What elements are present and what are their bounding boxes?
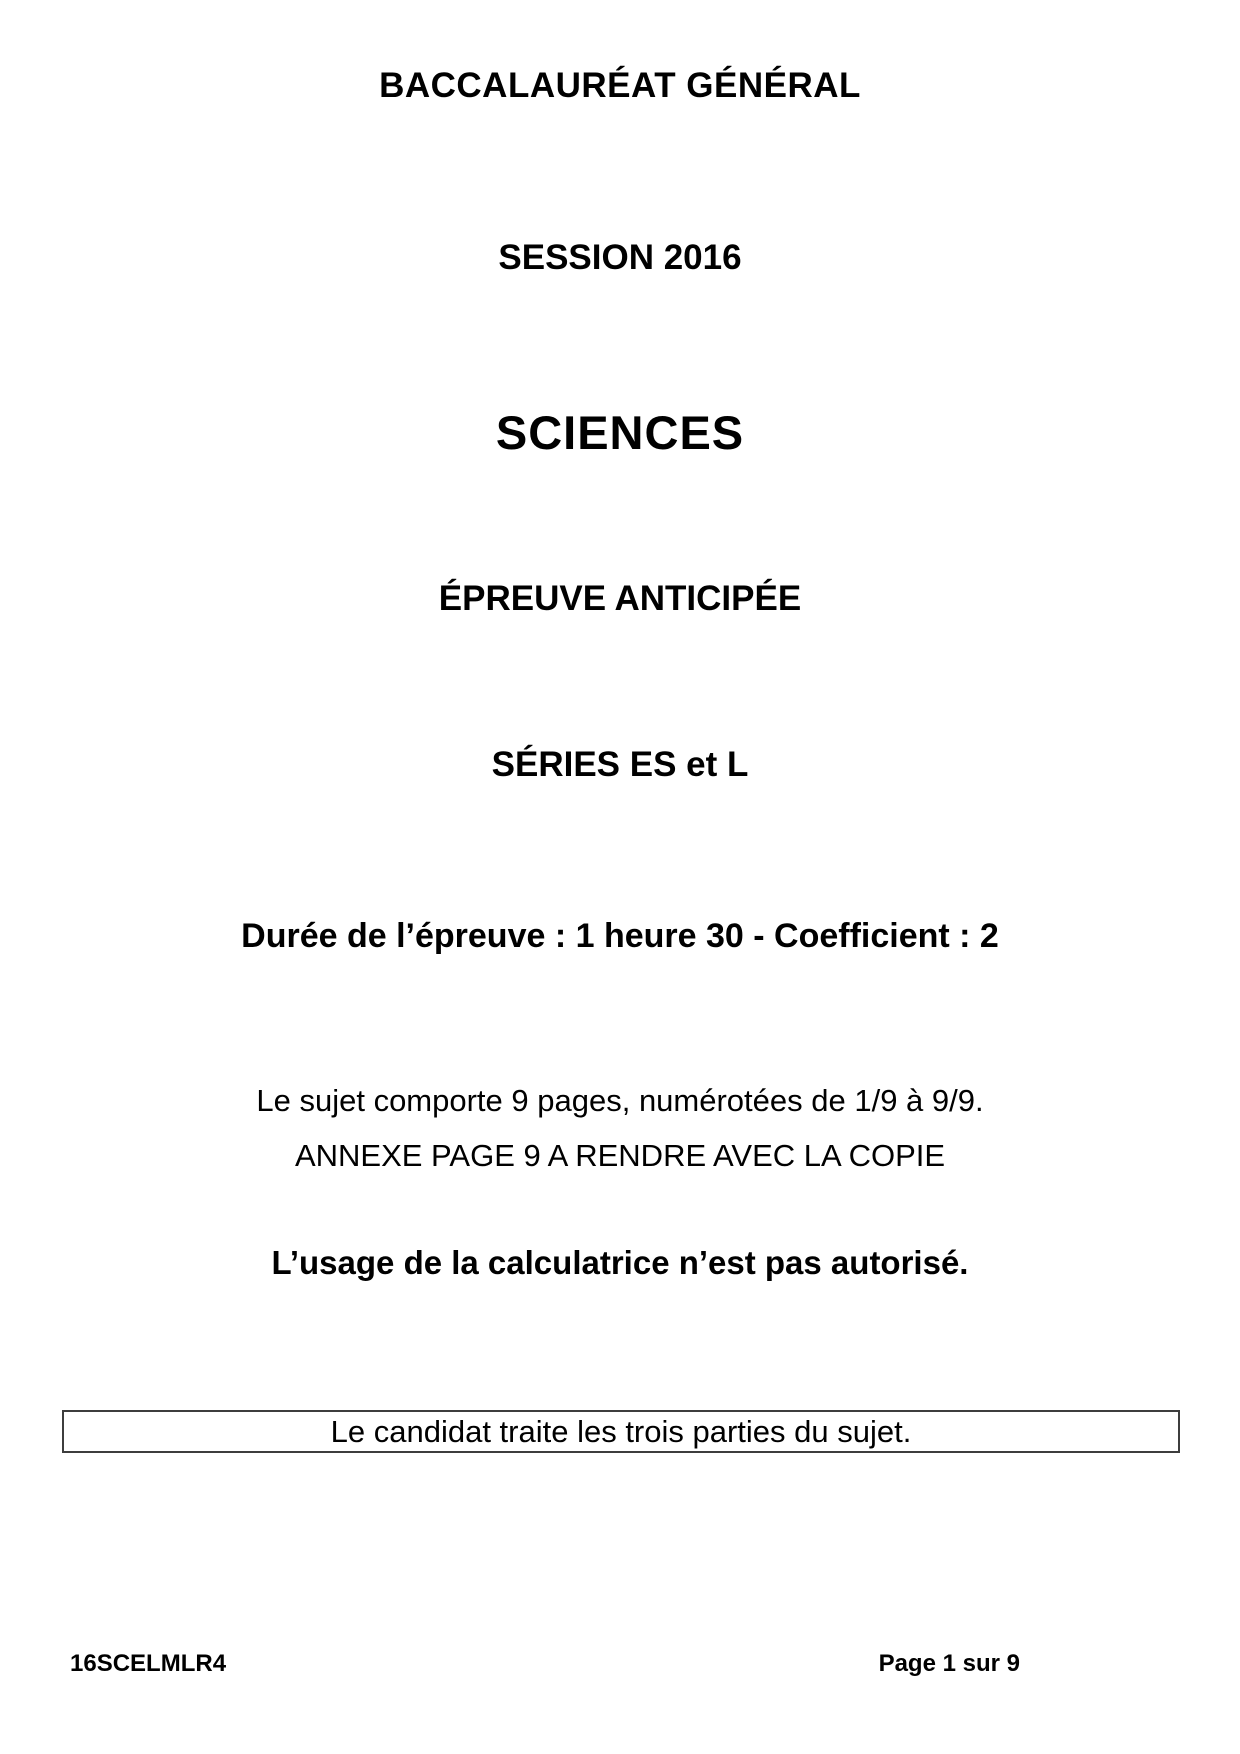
document-title: BACCALAURÉAT GÉNÉRAL: [379, 66, 861, 105]
series-heading: SÉRIES ES et L: [491, 745, 749, 784]
session-heading: SESSION 2016: [498, 238, 742, 277]
candidate-instruction-box: [62, 1410, 1180, 1453]
annex-return-note: ANNEXE PAGE 9 A RENDRE AVEC LA COPIE: [294, 1138, 946, 1173]
footer-reference-code: 16SCELMLR4: [70, 1650, 227, 1677]
calculator-restriction-note: L’usage de la calculatrice n’est pas autorisé.: [271, 1244, 969, 1281]
exam-type-heading: ÉPREUVE ANTICIPÉE: [438, 579, 802, 618]
duration-coefficient-line: Durée de l’épreuve : 1 heure 30 - Coefficient : 2: [241, 917, 999, 955]
candidate-instruction-text: Le candidat traite les trois parties du sujet.: [330, 1413, 912, 1449]
footer-page-number: Page 1 sur 9: [878, 1650, 1020, 1677]
subject-heading: SCIENCES: [495, 406, 745, 459]
pages-count-note: Le sujet comporte 9 pages, numérotées de 1/9 à 9/9.: [256, 1083, 984, 1118]
